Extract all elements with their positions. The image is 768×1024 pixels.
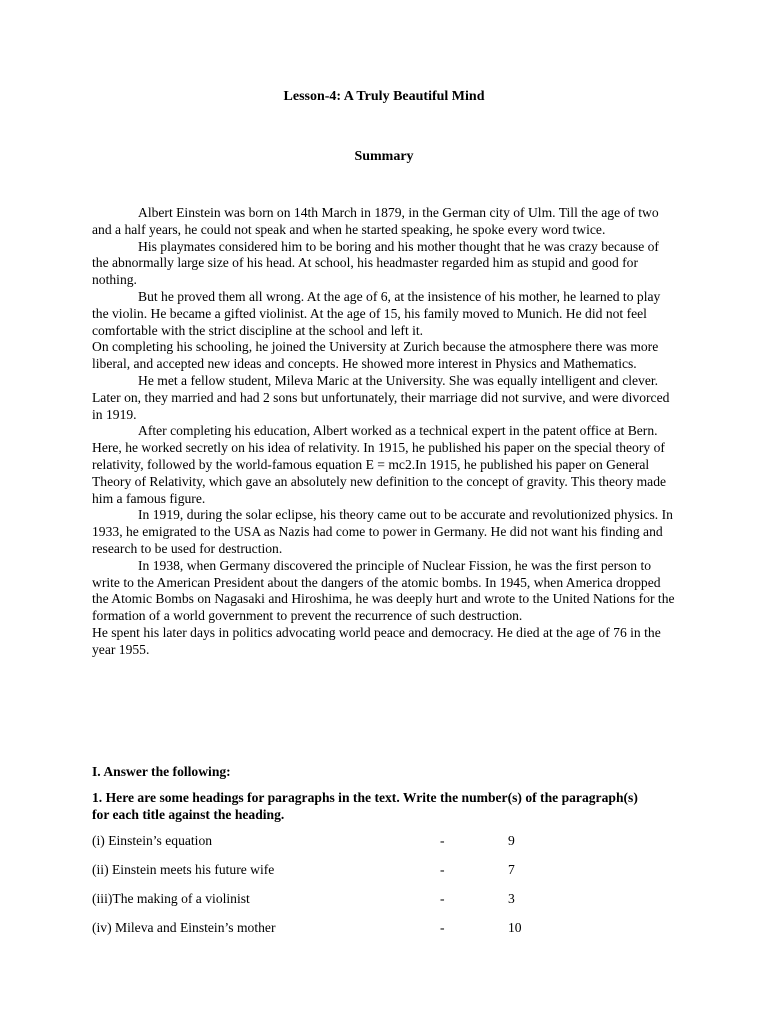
paragraph: He spent his later days in politics advocating world peace and democracy. He died at the age of 76 in the year 1955. <box>92 624 661 657</box>
answer-number: 9 <box>508 833 515 848</box>
lesson-title: Lesson-4: A Truly Beautiful Mind <box>283 89 485 104</box>
answer-heading: (ii) Einstein meets his future wife <box>92 862 275 877</box>
answer-dash: - <box>440 891 445 906</box>
summary-body <box>92 205 678 659</box>
answer-dash: - <box>440 862 445 877</box>
paragraph: In 1919, during the solar eclipse, his theory came out to be accurate and revolutionized physics. In 1933, he emigrated to the USA as Nazis had come to power in Germany. He did not want his finding and research to be used for destruction. <box>92 507 673 556</box>
answer-heading: (iv) Mileva and Einstein’s mother <box>92 920 276 935</box>
answer-number: 3 <box>508 891 515 906</box>
answer-dash: - <box>440 920 445 935</box>
answer-dash: - <box>440 833 445 848</box>
paragraph: He met a fellow student, Mileva Maric at the University. She was equally intelligent and clever. Later on, they married and had 2 sons but unfortunately, their marriage did not survive, and were divorced in 1919. <box>92 372 670 422</box>
answer-heading: (iii)The making of a violinist <box>92 891 250 906</box>
answer-row <box>92 891 652 909</box>
answer-heading: (i) Einstein’s equation <box>92 833 213 848</box>
paragraph: On completing his schooling, he joined the University at Zurich because the atmosphere there was more liberal, and accepted new ideas and concepts. He showed more interest in Physics and Mathematics. <box>92 339 659 372</box>
paragraph: After completing his education, Albert worked as a technical expert in the patent office at Bern. Here, he worked secretly on his idea of relativity. In 1915, he published his paper on the special theory of relativity, followed by the world-famous equation E = mc2.In 1915, he published his paper on General Theory of Relativity, which gave an absolutely new definition to the concept of gravity. This theory made him a famous figure. <box>92 423 667 506</box>
answer-row <box>92 862 652 880</box>
exercise-heading: I. Answer the following: <box>92 764 231 779</box>
paragraph: Albert Einstein was born on 14th March in 1879, in the German city of Ulm. Till the age of two and a half years, he could not speak and when he started speaking, he spoke every word twice. <box>92 205 659 237</box>
answer-row <box>92 833 652 851</box>
question-text: 1. Here are some headings for paragraphs in the text. Write the number(s) of the paragraph(s) for each title against the heading. <box>92 790 638 822</box>
paragraph: But he proved them all wrong. At the age of 6, at the insistence of his mother, he learned to play the violin. He became a gifted violinist. At the age of 15, his family moved to Munich. He did not feel comfortable with the strict discipline at the school and left it. <box>92 288 661 338</box>
answer-row <box>92 920 652 938</box>
paragraph: His playmates considered him to be boring and his mother thought that he was crazy because of the abnormally large size of his head. At school, his headmaster regarded him as stupid and good for nothing. <box>92 238 659 288</box>
answer-number: 10 <box>508 920 522 935</box>
summary-heading: Summary <box>354 149 414 164</box>
answer-number: 7 <box>508 862 515 877</box>
paragraph: In 1938, when Germany discovered the principle of Nuclear Fission, he was the first person to write to the American President about the dangers of the atomic bombs. In 1945, when America dropped the Atomic Bombs on Nagasaki and Hiroshima, he was deeply hurt and wrote to the United Nations for the formation of a world government to prevent the recurrence of such destruction. <box>92 557 675 624</box>
